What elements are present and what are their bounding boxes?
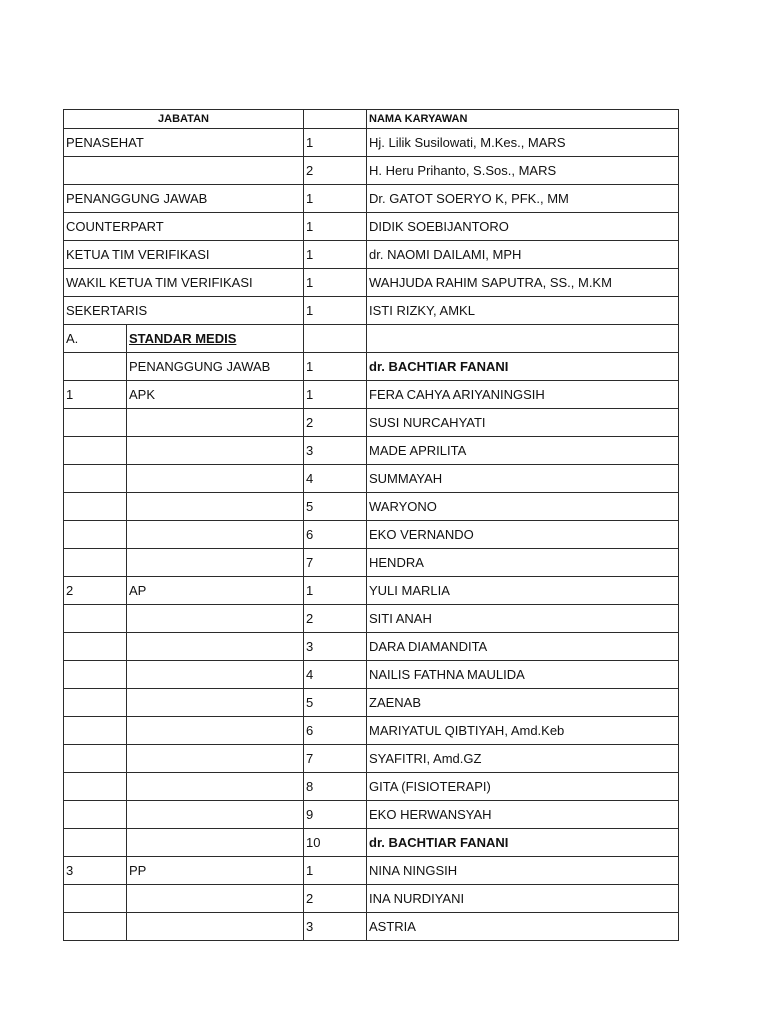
unit-cell <box>127 493 304 521</box>
employee-name-cell: Dr. GATOT SOERYO K, PFK., MM <box>367 185 679 213</box>
number-cell: 3 <box>304 633 367 661</box>
employee-name-cell: EKO VERNANDO <box>367 521 679 549</box>
table-row <box>64 857 679 885</box>
unit-cell: APK <box>127 381 304 409</box>
number-cell: 1 <box>304 213 367 241</box>
number-cell: 1 <box>304 381 367 409</box>
unit-cell <box>127 885 304 913</box>
number-cell: 1 <box>304 577 367 605</box>
employee-name-cell: FERA CAHYA ARIYANINGSIH <box>367 381 679 409</box>
number-cell: 1 <box>304 185 367 213</box>
table-row <box>64 381 679 409</box>
section-code-cell <box>64 661 127 689</box>
table-row <box>64 745 679 773</box>
section-code-cell <box>64 689 127 717</box>
unit-cell <box>127 689 304 717</box>
section-code-cell <box>64 437 127 465</box>
jabatan-cell: WAKIL KETUA TIM VERIFIKASI <box>64 269 304 297</box>
unit-cell <box>127 661 304 689</box>
table-row <box>64 129 679 157</box>
number-cell: 1 <box>304 297 367 325</box>
table-row <box>64 773 679 801</box>
employee-name-cell: WARYONO <box>367 493 679 521</box>
employee-name-cell: Hj. Lilik Susilowati, M.Kes., MARS <box>367 129 679 157</box>
number-cell: 9 <box>304 801 367 829</box>
employee-name-cell: DARA DIAMANDITA <box>367 633 679 661</box>
section-code-cell <box>64 801 127 829</box>
section-code-cell <box>64 409 127 437</box>
number-cell: 1 <box>304 857 367 885</box>
section-code-cell <box>64 717 127 745</box>
table-row <box>64 661 679 689</box>
unit-cell <box>127 605 304 633</box>
unit-cell <box>127 549 304 577</box>
employee-name-cell: WAHJUDA RAHIM SAPUTRA, SS., M.KM <box>367 269 679 297</box>
employee-name-cell: NAILIS FATHNA MAULIDA <box>367 661 679 689</box>
unit-cell <box>127 913 304 941</box>
employee-name-cell: INA NURDIYANI <box>367 885 679 913</box>
table-row <box>64 157 679 185</box>
employee-name-cell: SYAFITRI, Amd.GZ <box>367 745 679 773</box>
employee-name-cell: GITA (FISIOTERAPI) <box>367 773 679 801</box>
staff-table-body <box>64 110 679 941</box>
unit-cell <box>127 801 304 829</box>
section-code-cell: A. <box>64 325 127 353</box>
header-jabatan: JABATAN <box>64 110 304 129</box>
number-cell: 1 <box>304 269 367 297</box>
table-row <box>64 829 679 857</box>
table-row <box>64 633 679 661</box>
employee-name-cell: ASTRIA <box>367 913 679 941</box>
employee-name-cell: H. Heru Prihanto, S.Sos., MARS <box>367 157 679 185</box>
unit-cell <box>127 437 304 465</box>
employee-name-cell: dr. NAOMI DAILAMI, MPH <box>367 241 679 269</box>
section-code-cell <box>64 521 127 549</box>
staff-table <box>63 109 679 941</box>
number-cell: 2 <box>304 157 367 185</box>
number-cell: 10 <box>304 829 367 857</box>
section-code-cell <box>64 633 127 661</box>
employee-name-cell: ISTI RIZKY, AMKL <box>367 297 679 325</box>
table-row <box>64 801 679 829</box>
unit-cell <box>127 745 304 773</box>
section-code-cell <box>64 465 127 493</box>
jabatan-cell <box>64 157 304 185</box>
header-nama-karyawan: NAMA KARYAWAN <box>367 110 679 129</box>
section-code-cell: 2 <box>64 577 127 605</box>
unit-cell: PP <box>127 857 304 885</box>
number-cell: 3 <box>304 437 367 465</box>
number-cell: 1 <box>304 353 367 381</box>
table-row <box>64 521 679 549</box>
unit-cell <box>127 773 304 801</box>
jabatan-cell: COUNTERPART <box>64 213 304 241</box>
header-no <box>304 110 367 129</box>
section-code-cell <box>64 605 127 633</box>
unit-cell: AP <box>127 577 304 605</box>
number-cell: 1 <box>304 241 367 269</box>
employee-name-cell <box>367 325 679 353</box>
section-code-cell <box>64 745 127 773</box>
table-row <box>64 409 679 437</box>
employee-name-cell: DIDIK SOEBIJANTORO <box>367 213 679 241</box>
employee-name-cell: MADE APRILITA <box>367 437 679 465</box>
employee-name-cell: dr. BACHTIAR FANANI <box>367 829 679 857</box>
table-row <box>64 269 679 297</box>
number-cell: 2 <box>304 885 367 913</box>
section-code-cell <box>64 829 127 857</box>
number-cell: 4 <box>304 465 367 493</box>
table-row <box>64 353 679 381</box>
number-cell: 6 <box>304 717 367 745</box>
employee-name-cell: dr. BACHTIAR FANANI <box>367 353 679 381</box>
number-cell: 7 <box>304 549 367 577</box>
number-cell: 2 <box>304 605 367 633</box>
table-row <box>64 717 679 745</box>
table-row <box>64 549 679 577</box>
unit-cell <box>127 829 304 857</box>
table-row <box>64 297 679 325</box>
section-code-cell <box>64 913 127 941</box>
table-row <box>64 437 679 465</box>
employee-name-cell: SUSI NURCAHYATI <box>367 409 679 437</box>
unit-cell <box>127 521 304 549</box>
table-header-row <box>64 110 679 129</box>
number-cell: 2 <box>304 409 367 437</box>
section-code-cell: 3 <box>64 857 127 885</box>
unit-cell <box>127 633 304 661</box>
table-row <box>64 465 679 493</box>
table-row <box>64 185 679 213</box>
number-cell <box>304 325 367 353</box>
employee-name-cell: SUMMAYAH <box>367 465 679 493</box>
number-cell: 4 <box>304 661 367 689</box>
jabatan-cell: KETUA TIM VERIFIKASI <box>64 241 304 269</box>
table-row <box>64 577 679 605</box>
table-row <box>64 493 679 521</box>
table-row <box>64 885 679 913</box>
number-cell: 7 <box>304 745 367 773</box>
number-cell: 1 <box>304 129 367 157</box>
unit-cell <box>127 717 304 745</box>
table-row <box>64 689 679 717</box>
table-row <box>64 241 679 269</box>
employee-name-cell: YULI MARLIA <box>367 577 679 605</box>
number-cell: 5 <box>304 493 367 521</box>
section-code-cell <box>64 493 127 521</box>
jabatan-cell: PENASEHAT <box>64 129 304 157</box>
jabatan-cell: SEKERTARIS <box>64 297 304 325</box>
number-cell: 3 <box>304 913 367 941</box>
number-cell: 5 <box>304 689 367 717</box>
unit-cell <box>127 465 304 493</box>
employee-name-cell: HENDRA <box>367 549 679 577</box>
employee-name-cell: ZAENAB <box>367 689 679 717</box>
unit-cell: PENANGGUNG JAWAB <box>127 353 304 381</box>
employee-name-cell: SITI ANAH <box>367 605 679 633</box>
section-code-cell <box>64 885 127 913</box>
section-code-cell: 1 <box>64 381 127 409</box>
table-row <box>64 913 679 941</box>
employee-name-cell: EKO HERWANSYAH <box>367 801 679 829</box>
unit-cell <box>127 409 304 437</box>
employee-name-cell: MARIYATUL QIBTIYAH, Amd.Keb <box>367 717 679 745</box>
table-row <box>64 605 679 633</box>
section-code-cell <box>64 353 127 381</box>
number-cell: 6 <box>304 521 367 549</box>
table-row <box>64 325 679 353</box>
number-cell: 8 <box>304 773 367 801</box>
employee-name-cell: NINA NINGSIH <box>367 857 679 885</box>
table-row <box>64 213 679 241</box>
section-code-cell <box>64 773 127 801</box>
section-code-cell <box>64 549 127 577</box>
jabatan-cell: PENANGGUNG JAWAB <box>64 185 304 213</box>
section-title-cell: STANDAR MEDIS <box>127 325 304 353</box>
